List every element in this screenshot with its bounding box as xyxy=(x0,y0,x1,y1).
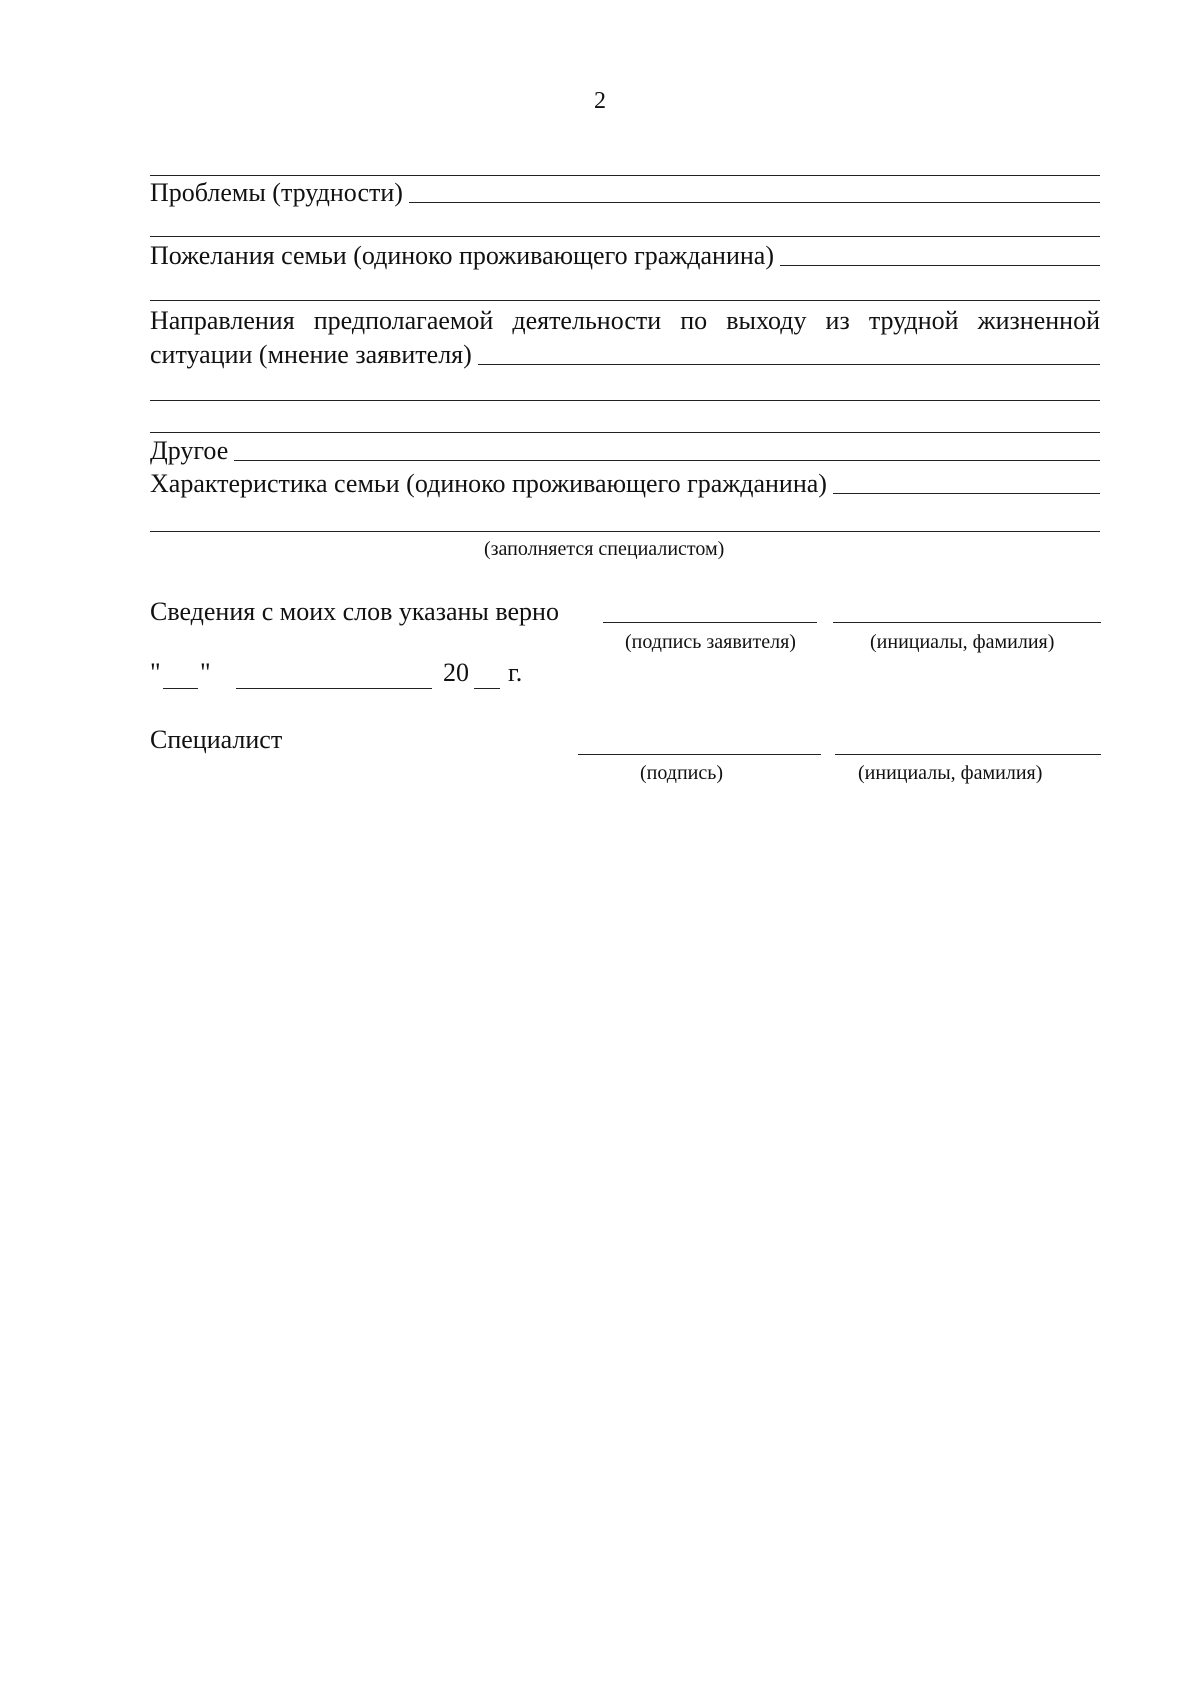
applicant-signature-caption: (подпись заявителя) xyxy=(625,631,796,653)
date-month-field[interactable] xyxy=(236,688,432,689)
directions-row xyxy=(150,340,1100,370)
page-number: 2 xyxy=(594,88,606,114)
other-label: Другое xyxy=(150,436,229,465)
date-day-field[interactable] xyxy=(163,688,198,689)
problems-label: Проблемы (трудности) xyxy=(150,178,403,207)
wishes-row xyxy=(150,241,1100,271)
applicant-signature-field[interactable] xyxy=(603,622,817,623)
applicant-initials-field[interactable] xyxy=(833,622,1101,623)
characteristics-label: Характеристика семьи (одиноко проживающего гражданина) xyxy=(150,469,827,498)
blank-line[interactable] xyxy=(150,300,1100,301)
blank-line[interactable] xyxy=(150,432,1100,433)
other-field[interactable] xyxy=(234,460,1100,461)
specialist-initials-field[interactable] xyxy=(835,754,1101,755)
confirmation-label: Сведения с моих слов указаны верно xyxy=(150,597,559,626)
other-row xyxy=(150,436,1100,466)
specialist-signature-field[interactable] xyxy=(578,754,821,755)
specialist-signature-caption: (подпись) xyxy=(640,762,724,784)
specialist-initials-caption: (инициалы, фамилия) xyxy=(858,762,1043,784)
wishes-field[interactable] xyxy=(780,265,1100,266)
directions-field[interactable] xyxy=(478,364,1100,365)
date-quote-close: " xyxy=(200,658,211,687)
blank-line[interactable] xyxy=(150,236,1100,237)
blank-line[interactable] xyxy=(150,400,1100,401)
specialist-label: Специалист xyxy=(150,725,283,754)
characteristics-field[interactable] xyxy=(833,493,1100,494)
problems-field[interactable] xyxy=(409,202,1100,203)
blank-line[interactable] xyxy=(150,175,1100,176)
filled-by-specialist-caption: (заполняется специалистом) xyxy=(484,538,725,560)
directions-label-line1: Направления предполагаемой деятельности по выходу из трудной жизненной xyxy=(150,306,1100,335)
wishes-label: Пожелания семьи (одиноко проживающего гражданина) xyxy=(150,241,774,270)
characteristics-row xyxy=(150,469,1100,499)
date-year-field[interactable] xyxy=(474,688,500,689)
applicant-initials-caption: (инициалы, фамилия) xyxy=(870,631,1055,653)
directions-label-line2: ситуации (мнение заявителя) xyxy=(150,340,472,369)
problems-row xyxy=(150,178,1100,208)
blank-line[interactable] xyxy=(150,531,1100,532)
date-year-prefix: 20 xyxy=(443,658,469,687)
date-quote-open: " xyxy=(150,658,161,687)
date-year-suffix: г. xyxy=(508,658,523,687)
